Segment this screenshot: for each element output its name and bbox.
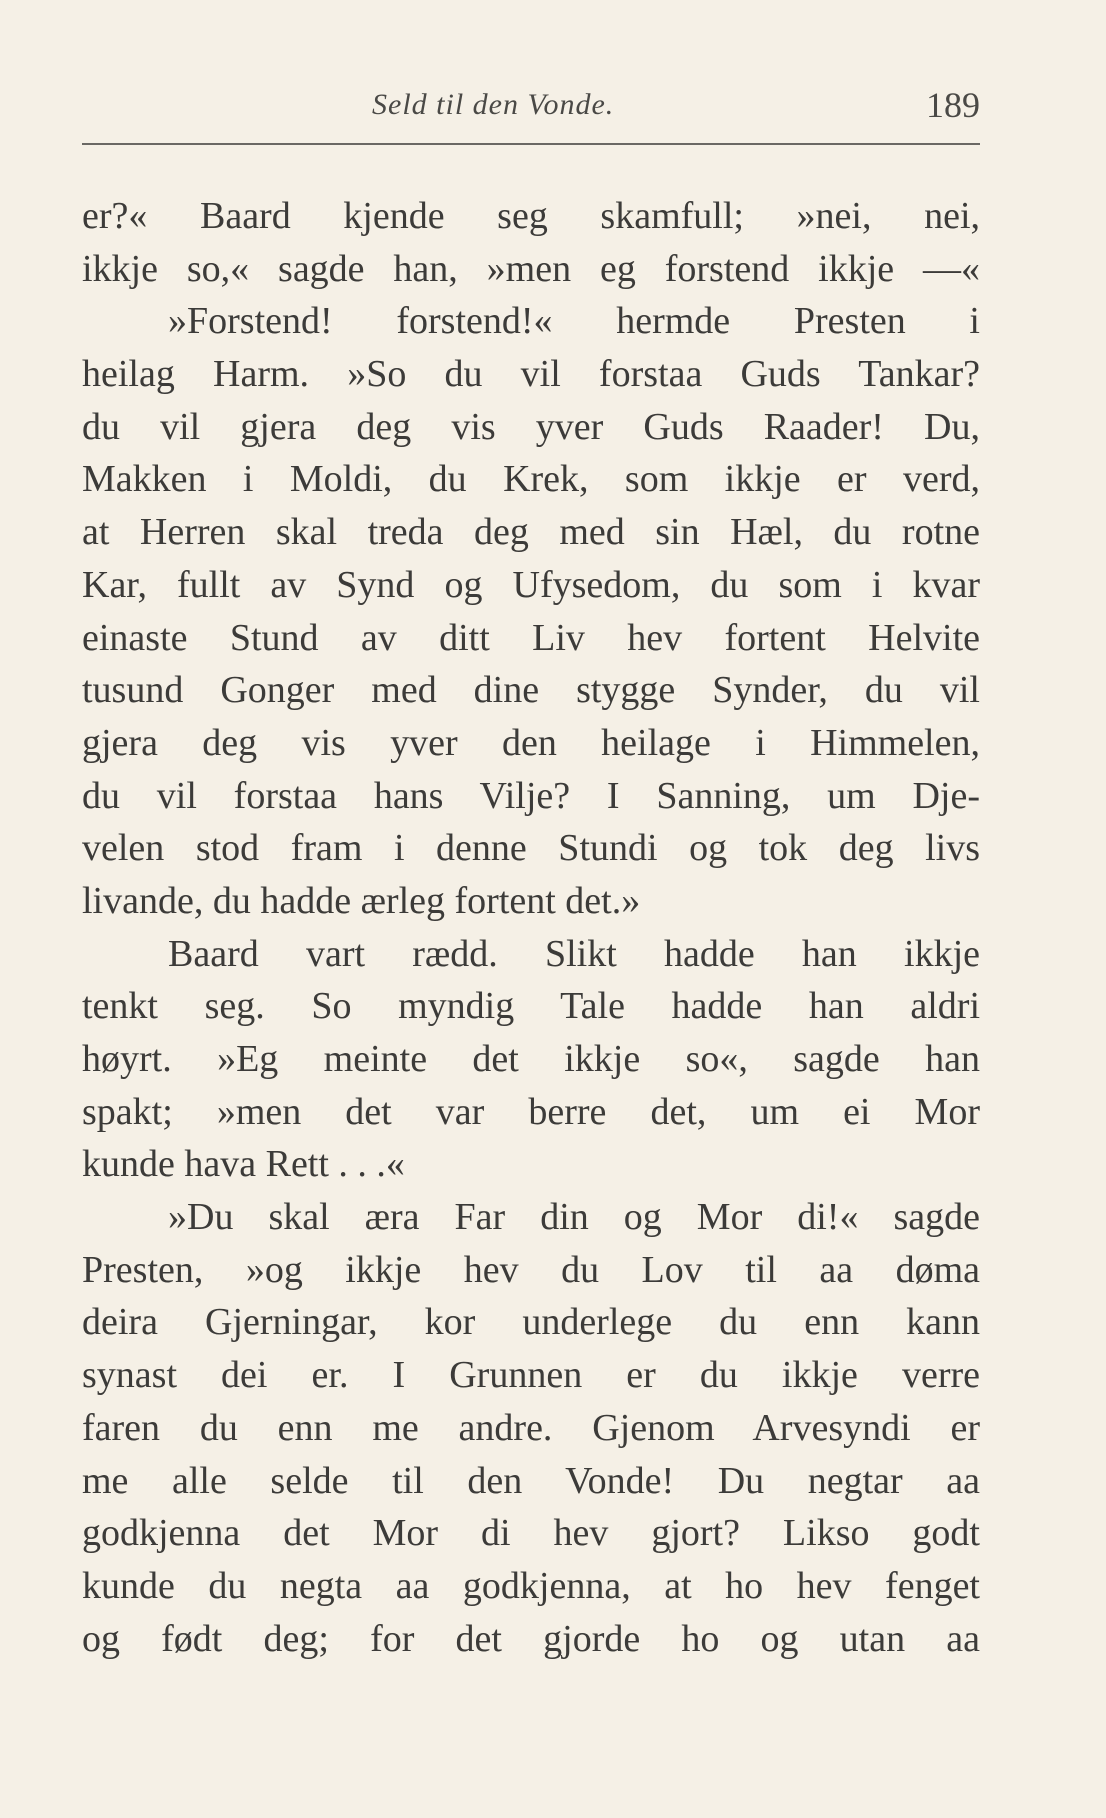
- text-line: faren du enn me andre. Gjenom Arvesyndi er: [82, 1406, 980, 1449]
- text-line: at Herren skal treda deg med sin Hæl, du rotne: [82, 511, 980, 554]
- text-line: høyrt. »Eg meinte det ikkje so«, sagde han: [82, 1038, 980, 1080]
- text-line: Baard vart rædd. Slikt hadde han ikkje: [168, 932, 980, 975]
- text-line: livande, du hadde ærleg fortent det.»: [82, 879, 641, 922]
- text-line: »Du skal æra Far din og Mor di!« sagde: [168, 1196, 980, 1239]
- text-line: kunde hava Rett . . .«: [82, 1143, 405, 1186]
- text-line: ikkje so,« sagde han, »men eg forstend ikkje —«: [82, 247, 980, 290]
- text-line: Kar, fullt av Synd og Ufysedom, du som i kvar: [82, 563, 980, 606]
- text-line: Presten, »og ikkje hev du Lov til aa døma: [82, 1248, 980, 1291]
- text-line: du vil forstaa hans Vilje? I Sanning, um Dje-: [82, 774, 980, 817]
- text-line: me alle selde til den Vonde! Du negtar aa: [82, 1459, 980, 1502]
- text-line: godkjenna det Mor di hev gjort? Likso godt: [82, 1512, 980, 1555]
- text-line: tenkt seg. So myndig Tale hadde han aldri: [82, 985, 980, 1028]
- text-line: spakt; »men det var berre det, um ei Mor: [82, 1090, 980, 1133]
- running-title: Seld til den Vonde.: [372, 88, 615, 121]
- text-line: gjera deg vis yver den heilage i Himmelen,: [82, 721, 980, 764]
- text-line: tusund Gonger med dine stygge Synder, du vil: [82, 669, 980, 712]
- text-line: og født deg; for det gjorde ho og utan aa: [82, 1617, 980, 1660]
- page-number: 189: [926, 85, 980, 125]
- body-text: [82, 190, 980, 1665]
- text-line: du vil gjera deg vis yver Guds Raader! Du,: [82, 405, 980, 448]
- text-line: kunde du negta aa godkjenna, at ho hev fenget: [82, 1564, 980, 1607]
- text-line: er?« Baard kjende seg skamfull; »nei, nei,: [82, 195, 980, 237]
- text-line: deira Gjerningar, kor underlege du enn kann: [82, 1301, 980, 1344]
- text-line: einaste Stund av ditt Liv hev fortent Helvite: [82, 616, 980, 659]
- text-line: synast dei er. I Grunnen er du ikkje verre: [82, 1354, 980, 1397]
- text-line: »Forstend! forstend!« hermde Presten i: [168, 300, 980, 343]
- text-line: Makken i Moldi, du Krek, som ikkje er verd,: [82, 458, 980, 501]
- header-rule: [82, 143, 980, 145]
- page-header: [82, 80, 980, 130]
- text-line: velen stod fram i denne Stundi og tok deg livs: [82, 827, 980, 870]
- text-line: heilag Harm. »So du vil forstaa Guds Tankar?: [82, 353, 980, 396]
